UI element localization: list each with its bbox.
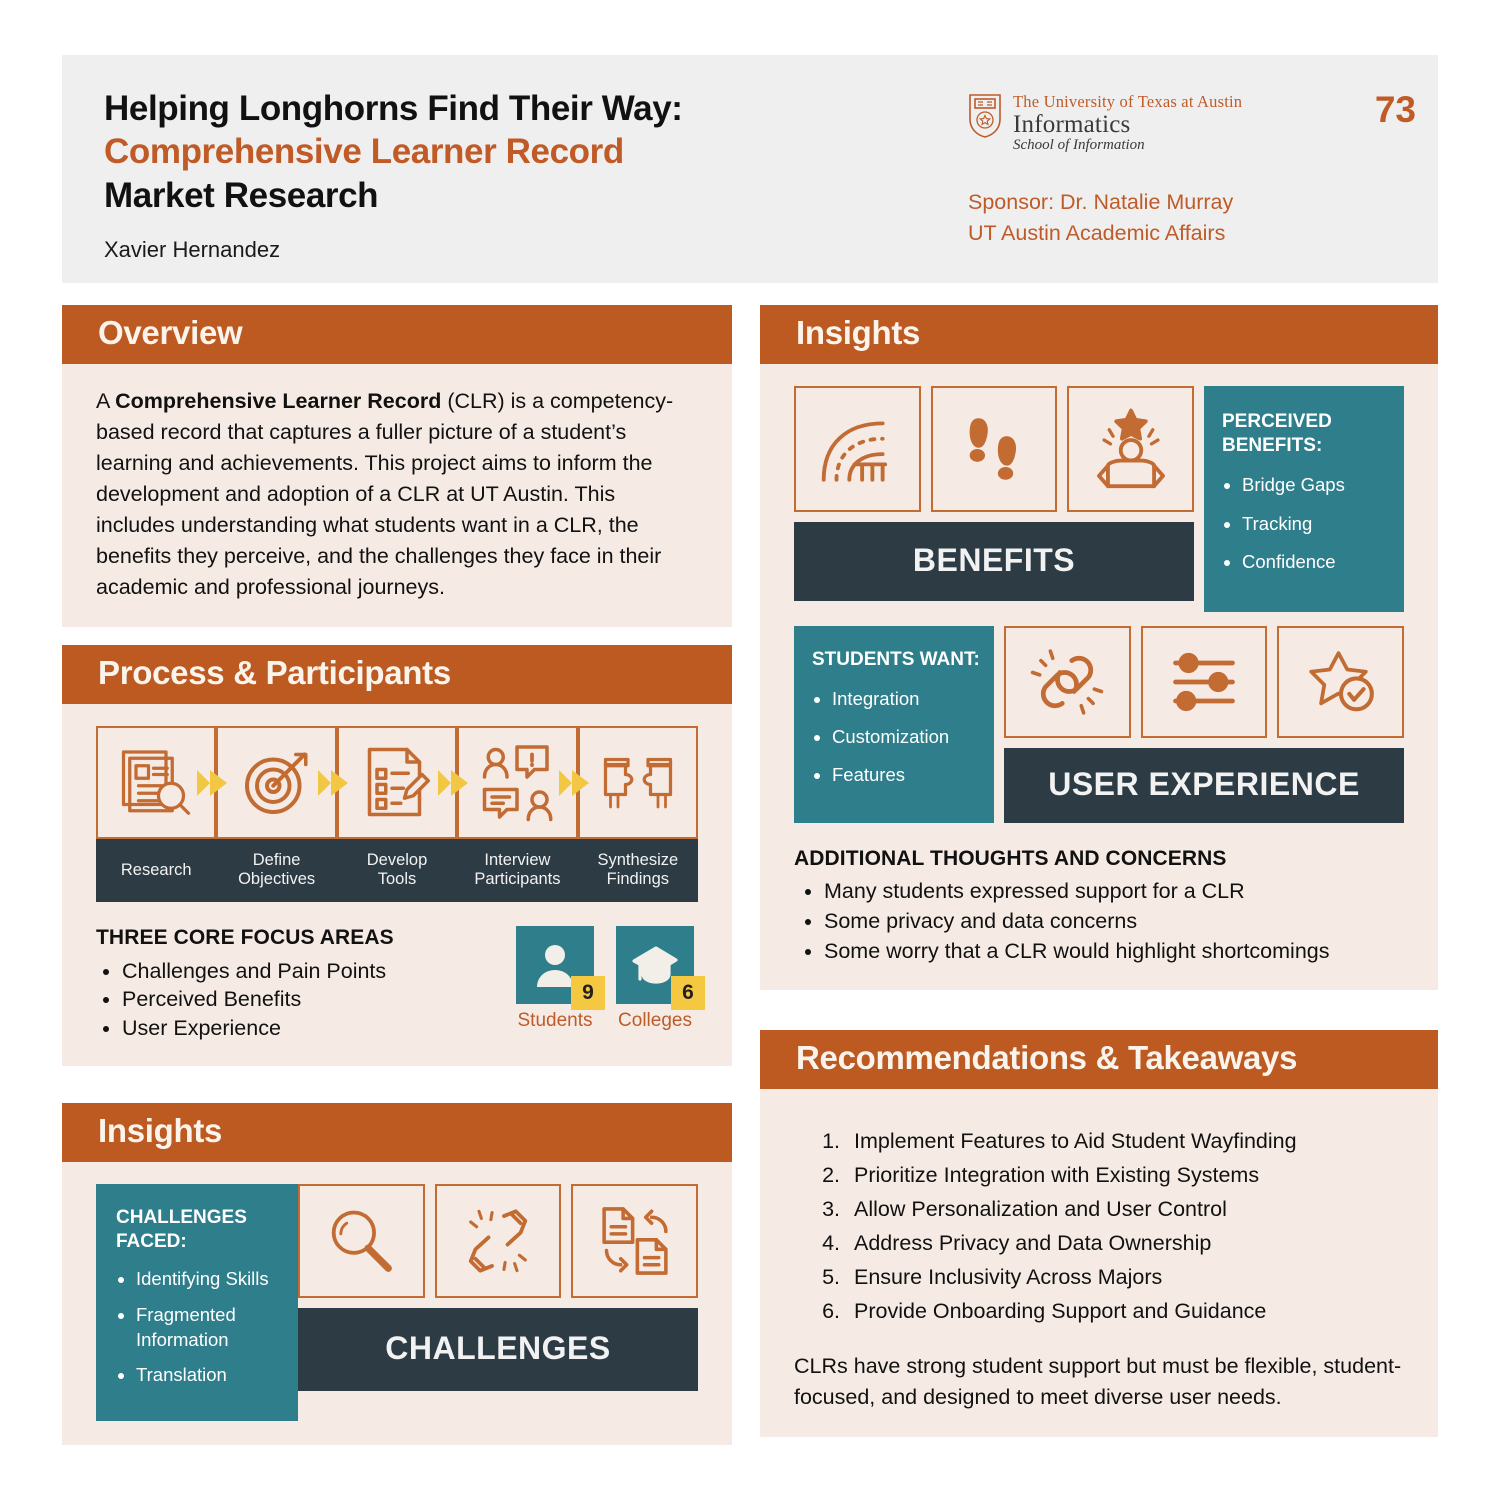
recommendations-heading: Recommendations & Takeaways [760, 1030, 1438, 1089]
broken-link-icon [435, 1184, 562, 1298]
footprints-icon [931, 386, 1058, 512]
benefits-row [794, 386, 1404, 612]
overview-text [96, 386, 698, 603]
header-right [968, 55, 1438, 248]
list-item: 3. Allow Personalization and User Control [846, 1193, 1404, 1227]
benefits-band-label: BENEFITS [794, 522, 1194, 601]
confident-person-star-icon [1067, 386, 1194, 512]
process-step-label: Develop Tools [337, 839, 457, 902]
list-item: • Integration [832, 687, 980, 711]
process-step-develop-tools[interactable] [337, 726, 457, 902]
list-item: • Challenges and Pain Points [122, 957, 516, 985]
focus-areas-row [96, 926, 698, 1042]
process-step-label: Interview Participants [457, 839, 577, 902]
focus-areas-list [122, 957, 516, 1042]
user-experience-icons [1004, 626, 1404, 738]
list-item: • Confidence [1242, 550, 1390, 574]
perceived-benefits-list [1242, 473, 1390, 573]
ut-shield-icon [968, 93, 1002, 139]
list-item: 6. Provide Onboarding Support and Guidance [846, 1295, 1404, 1329]
list-item: 2. Prioritize Integration with Existing Systems [846, 1159, 1404, 1193]
puzzle-hands-icon [578, 726, 698, 839]
user-experience-band-label: USER EXPERIENCE [1004, 748, 1404, 823]
process-arrow-icon [572, 770, 589, 796]
students-want-sidebar [794, 626, 994, 824]
process-step-research[interactable] [96, 726, 216, 902]
stat-students [516, 926, 594, 1032]
page-title-line1: Helping Longhorns Find Their Way: [104, 89, 683, 128]
user-experience-row [794, 626, 1404, 824]
page-number: 73 [1374, 89, 1416, 130]
process-body [62, 704, 732, 1066]
logo-university: The University of Texas at Austin [1013, 92, 1243, 111]
insights-left-heading: Insights [62, 1103, 732, 1162]
challenges-faced-title: CHALLENGES FACED: [116, 1206, 247, 1252]
challenges-row [96, 1184, 698, 1421]
list-item: • Some privacy and data concerns [824, 907, 1404, 937]
process-arrow-icon [451, 770, 468, 796]
challenges-main [298, 1184, 698, 1421]
chain-link-icon [1004, 626, 1131, 738]
stat-count: 9 [571, 976, 605, 1010]
poster-header [62, 55, 1438, 283]
benefits-main [794, 386, 1194, 612]
overview-panel [62, 305, 732, 627]
list-item: • Fragmented Information [136, 1303, 282, 1352]
stat-count: 6 [671, 976, 705, 1010]
process-panel [62, 645, 732, 1066]
list-item: • Perceived Benefits [122, 985, 516, 1013]
sponsor-line2: UT Austin Academic Affairs [968, 220, 1226, 245]
recommendations-panel [760, 1030, 1438, 1437]
process-step-define-objectives[interactable] [216, 726, 336, 902]
logo-school: School of Information [1013, 137, 1145, 153]
insights-right-body [760, 364, 1438, 991]
process-heading: Process & Participants [62, 645, 732, 704]
students-want-list [832, 687, 980, 787]
perceived-benefits-sidebar [1204, 386, 1404, 612]
list-item: • Identifying Skills [136, 1267, 282, 1292]
list-item: 1. Implement Features to Aid Student Wayfinding [846, 1125, 1404, 1159]
magnifier-icon [298, 1184, 425, 1298]
page-title-line2: Comprehensive Learner Record [104, 132, 624, 172]
focus-areas-title: THREE CORE FOCUS AREAS [96, 925, 394, 949]
participant-stats [516, 926, 698, 1032]
list-item: • Features [832, 763, 980, 787]
recommendations-closing-text: CLRs have strong student support but must be flexible, student-focused, and designed to meet diverse user needs. [794, 1353, 1402, 1409]
insights-right-heading: Insights [760, 305, 1438, 364]
challenges-faced-sidebar [96, 1184, 298, 1421]
list-item: • Bridge Gaps [1242, 473, 1390, 497]
overview-heading: Overview [62, 305, 732, 364]
process-arrow-icon [331, 770, 348, 796]
insights-left-panel [62, 1103, 732, 1445]
process-step-synthesize-findings[interactable] [578, 726, 698, 902]
overview-body [62, 364, 732, 627]
list-item: • Customization [832, 725, 980, 749]
page-title-line3: Market Research [104, 175, 379, 215]
process-steps [96, 726, 698, 902]
challenges-icons [298, 1184, 698, 1298]
recommendations-body [760, 1089, 1438, 1437]
header-left [62, 55, 968, 263]
document-transfer-icon [571, 1184, 698, 1298]
recommendations-list [846, 1125, 1404, 1329]
overview-lead-bold: Comprehensive Learner Record [115, 388, 442, 413]
students-want-title: STUDENTS WANT: [812, 648, 980, 670]
sponsor-line1: Sponsor: Dr. Natalie Murray [968, 190, 1234, 214]
process-step-label: Synthesize Findings [578, 839, 698, 902]
process-step-label: Research [96, 839, 216, 902]
star-check-icon [1277, 626, 1404, 738]
additional-thoughts-title: ADDITIONAL THOUGHTS AND CONCERNS [794, 847, 1227, 871]
challenges-faced-list [136, 1267, 282, 1387]
sliders-icon [1141, 626, 1268, 738]
list-item: • Some worry that a CLR would highlight shortcomings [824, 937, 1404, 967]
process-step-label: Define Objectives [216, 839, 336, 902]
benefits-icons [794, 386, 1194, 512]
process-step-interview-participants[interactable] [457, 726, 577, 902]
list-item: • Translation [136, 1363, 282, 1388]
list-item: • Tracking [1242, 512, 1390, 536]
stat-colleges [616, 926, 694, 1032]
list-item: • User Experience [122, 1014, 516, 1042]
list-item: 5. Ensure Inclusivity Across Majors [846, 1261, 1404, 1295]
insights-left-body [62, 1162, 732, 1445]
author-name: Xavier Hernandez [104, 237, 281, 263]
list-item: 4. Address Privacy and Data Ownership [846, 1227, 1404, 1261]
challenges-band-label: CHALLENGES [298, 1308, 698, 1391]
list-item: • Many students expressed support for a CLR [824, 877, 1404, 907]
focus-areas-column [96, 926, 516, 1042]
ut-logo-text [1013, 93, 1242, 153]
insights-right-panel [760, 305, 1438, 990]
process-arrow-icon [210, 770, 227, 796]
bridge-path-icon [794, 386, 921, 512]
sponsor-block [968, 187, 1438, 248]
stat-caption: Colleges [618, 1009, 692, 1031]
user-experience-main [1004, 626, 1404, 824]
overview-text-after: (CLR) is a competency-based record that captures a fuller picture of a student’s learning and achievements. This project aims to inform the development and adoption of a CLR at UT Austin. This includes understanding what students want in a CLR, the benefits they perceive, and the challenges they face in their academic and professional journeys. [96, 388, 674, 599]
overview-text-before: A [96, 388, 116, 413]
additional-thoughts-list [824, 877, 1404, 966]
perceived-benefits-title: PERCEIVED BENEFITS: [1222, 410, 1332, 456]
stat-caption: Students [517, 1009, 593, 1031]
logo-department: Informatics [1013, 111, 1131, 138]
ut-logo [968, 93, 1438, 153]
